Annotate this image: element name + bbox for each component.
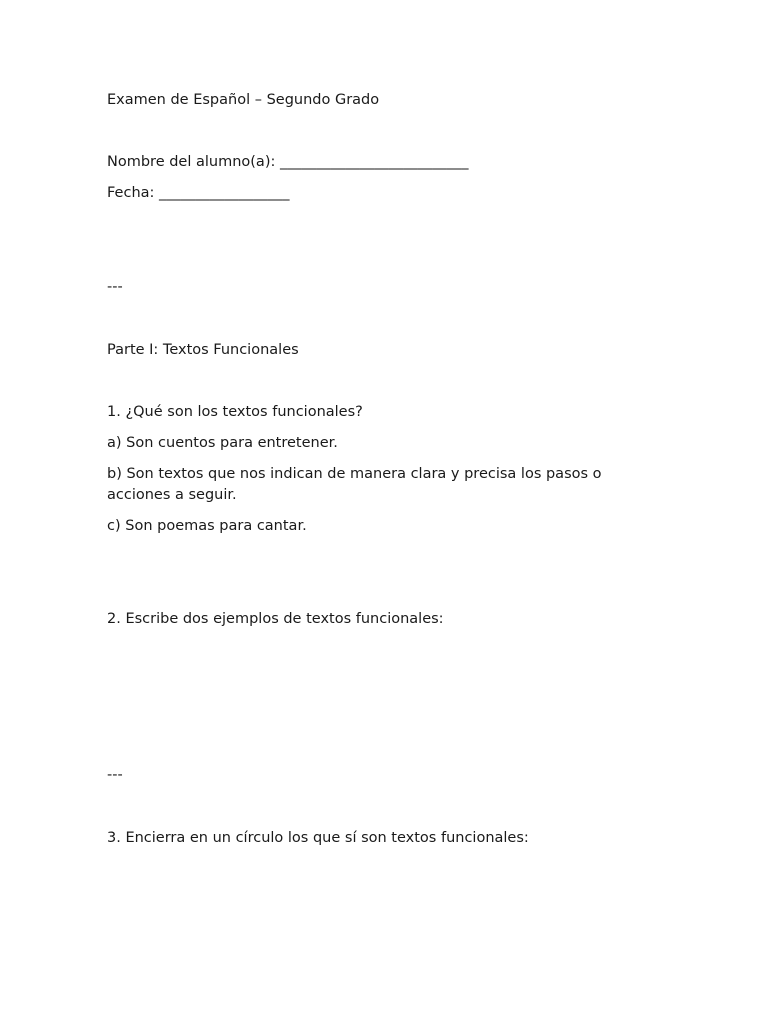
- question-1-option-a: a) Son cuentos para entretener.: [107, 435, 338, 451]
- separator: ---: [107, 279, 123, 295]
- question-2-prompt: 2. Escribe dos ejemplos de textos funcionales:: [107, 611, 444, 627]
- document-title: Examen de Español – Segundo Grado: [107, 92, 380, 108]
- separator: ---: [107, 767, 123, 783]
- date-field: Fecha: __________________: [107, 185, 290, 201]
- student-name-field: Nombre del alumno(a): __________________________: [107, 154, 469, 170]
- question-1-prompt: 1. ¿Qué son los textos funcionales?: [107, 404, 363, 420]
- section-title: Parte I: Textos Funcionales: [107, 342, 299, 358]
- question-1-option-c: c) Son poemas para cantar.: [107, 518, 307, 534]
- question-1-option-b: b) Son textos que nos indican de manera clara y precisa los pasos o acciones a seguir.: [107, 466, 602, 503]
- question-3-prompt: 3. Encierra en un círculo los que sí son textos funcionales:: [107, 830, 529, 846]
